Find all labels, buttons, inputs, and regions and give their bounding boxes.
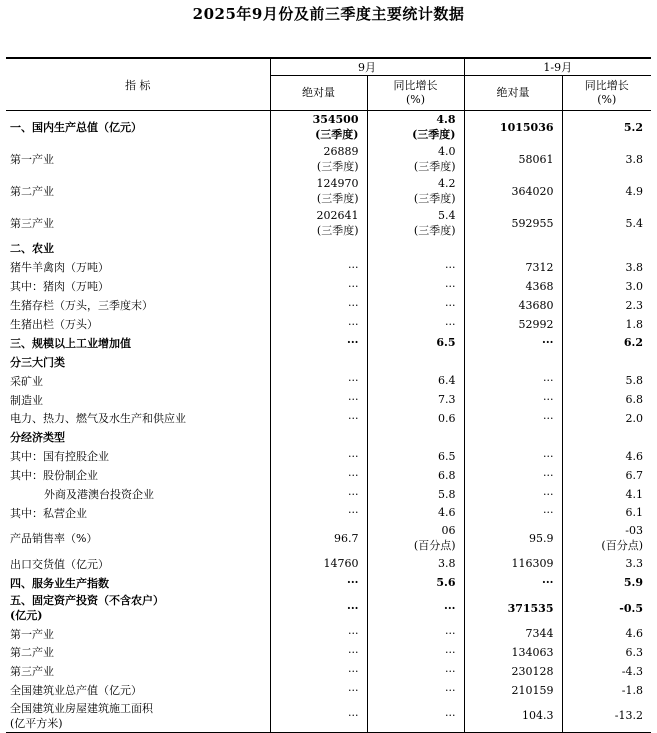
month-abs-cell: ··· [270, 447, 367, 466]
row-label: 四、服务业生产指数 [10, 576, 109, 590]
ytd-yoy-cell: 5.4 [562, 207, 651, 239]
month-yoy-cell: 6.8 [367, 466, 464, 485]
page-title: 2025年9月份及前三季度主要统计数据 [192, 5, 465, 23]
table-row [6, 681, 651, 700]
ytd-yoy-cell: 6.1 [562, 503, 651, 522]
ytd-yoy-cell: 4.6 [562, 624, 651, 643]
ytd-abs-cell: ··· [464, 390, 562, 409]
ytd-yoy-cell: -13.2 [562, 700, 651, 733]
month-abs-cell: ··· [270, 315, 367, 334]
month-abs-cell: ··· [270, 700, 367, 733]
month-yoy-cell: 6.4 [367, 371, 464, 390]
month-abs-cell: 354500 (三季度) [270, 111, 367, 144]
ytd-yoy-cell [562, 428, 651, 447]
ytd-yoy-cell: 3.3 [562, 554, 651, 573]
table-row [6, 352, 651, 371]
ytd-abs-cell: ··· [464, 409, 562, 428]
table-row [6, 175, 651, 207]
table-row [6, 624, 651, 643]
ytd-abs-cell: ··· [464, 573, 562, 592]
row-label: 生猪出栏（万头） [10, 318, 98, 331]
month-yoy-cell: 0.6 [367, 409, 464, 428]
month-yoy-cell: ··· [367, 681, 464, 700]
table-row [6, 573, 651, 592]
ytd-abs-cell: 371535 [464, 592, 562, 624]
ytd-yoy-cell: 6.3 [562, 643, 651, 662]
row-label: 产品销售率（%） [10, 531, 98, 545]
month-yoy-cell: ··· [367, 624, 464, 643]
table-row [6, 207, 651, 239]
row-label: 制造业 [10, 393, 43, 407]
ytd-yoy-cell: 5.2 [562, 111, 651, 144]
month-abs-cell [270, 352, 367, 371]
table-row [6, 554, 651, 573]
table-row [6, 390, 651, 409]
ytd-abs-cell: 364020 [464, 175, 562, 207]
month-yoy-cell: ··· [367, 258, 464, 277]
ytd-yoy-cell: -03 (百分点) [562, 522, 651, 554]
month-abs-cell: ··· [270, 624, 367, 643]
month-yoy-cell: 5.4 (三季度) [367, 207, 464, 239]
month-group-header: 9月 [270, 58, 464, 76]
month-yoy-cell [367, 428, 464, 447]
table-row [6, 466, 651, 485]
month-yoy-cell: 6.5 [367, 333, 464, 352]
ytd-abs-cell: 592955 [464, 207, 562, 239]
ytd-yoy-cell: 4.9 [562, 175, 651, 207]
row-label: 生猪存栏（万头，三季度末） [10, 299, 153, 313]
ytd-abs-cell: 210159 [464, 681, 562, 700]
table-row [6, 409, 651, 428]
table-row [6, 700, 651, 733]
ytd-abs-cell: 7344 [464, 624, 562, 643]
month-yoy-cell: 3.8 [367, 554, 464, 573]
ytd-abs-cell: 104.3 [464, 700, 562, 733]
ytd-abs-cell: ··· [464, 333, 562, 352]
month-yoy-cell: 4.8 (三季度) [367, 111, 464, 144]
ytd-abs-cell: ··· [464, 466, 562, 485]
month-yoy-cell: ··· [367, 592, 464, 624]
row-label: 第一产业 [10, 627, 54, 641]
table-row [6, 503, 651, 522]
row-label: 全国建筑业总产值（亿元） [10, 684, 142, 698]
ytd-abs-cell: 134063 [464, 643, 562, 662]
ytd-yoy-cell: 6.8 [562, 390, 651, 409]
table-row [6, 277, 651, 296]
row-label: 第三产业 [10, 216, 54, 230]
row-label: 第一产业 [10, 152, 54, 166]
ytd-abs-header: 绝对量 [464, 76, 562, 111]
table-row [6, 522, 651, 554]
row-label: 一、国内生产总值（亿元） [10, 120, 142, 134]
row-label: 电力、热力、燃气及水生产和供应业 [10, 412, 186, 426]
month-yoy-cell: ··· [367, 662, 464, 681]
month-abs-cell: ··· [270, 466, 367, 485]
month-yoy-cell [367, 352, 464, 371]
ytd-yoy-cell: 6.7 [562, 466, 651, 485]
row-label: 其中：私营企业 [10, 506, 87, 520]
row-label: 第二产业 [10, 184, 54, 198]
row-label: 二、农业 [10, 242, 54, 256]
month-yoy-cell: 4.0 (三季度) [367, 143, 464, 175]
ytd-yoy-cell: 4.1 [562, 485, 651, 504]
ytd-yoy-cell: 2.3 [562, 296, 651, 315]
row-label: 其中：股份制企业 [10, 469, 98, 483]
month-abs-cell: 26889 (三季度) [270, 143, 367, 175]
month-abs-cell: ··· [270, 333, 367, 352]
month-abs-header: 绝对量 [270, 76, 367, 111]
month-abs-cell: ··· [270, 258, 367, 277]
month-abs-cell: ··· [270, 662, 367, 681]
row-label: 分三大门类 [10, 355, 65, 369]
ytd-yoy-cell: 1.8 [562, 315, 651, 334]
table-row [6, 592, 651, 624]
ytd-yoy-cell [562, 239, 651, 258]
ytd-abs-cell: 58061 [464, 143, 562, 175]
ytd-abs-cell: ··· [464, 503, 562, 522]
table-row [6, 143, 651, 175]
row-label: 外商及港澳台投资企业 [44, 488, 154, 502]
table-row [6, 239, 651, 258]
month-yoy-cell [367, 239, 464, 258]
ytd-yoy-cell: 3.0 [562, 277, 651, 296]
ytd-yoy-cell: 6.2 [562, 333, 651, 352]
ytd-yoy-cell: 5.8 [562, 371, 651, 390]
month-yoy-cell: 06 (百分点) [367, 522, 464, 554]
table-row [6, 333, 651, 352]
ytd-abs-cell: ··· [464, 447, 562, 466]
ytd-abs-cell: 95.9 [464, 522, 562, 554]
ytd-abs-cell: 43680 [464, 296, 562, 315]
month-yoy-cell: ··· [367, 296, 464, 315]
table-row [6, 447, 651, 466]
month-abs-cell: 202641 (三季度) [270, 207, 367, 239]
row-label: 分经济类型 [10, 431, 65, 445]
month-abs-cell: 14760 [270, 554, 367, 573]
month-abs-cell [270, 239, 367, 258]
month-yoy-cell: ··· [367, 277, 464, 296]
row-label: 三、规模以上工业增加值 [10, 336, 131, 350]
month-yoy-cell: ··· [367, 315, 464, 334]
ytd-yoy-cell: 4.6 [562, 447, 651, 466]
table-row [6, 258, 651, 277]
month-abs-cell: ··· [270, 296, 367, 315]
row-label: 全国建筑业房屋建筑施工面积 (亿平方米) [6, 700, 270, 733]
month-abs-cell: 96.7 [270, 522, 367, 554]
ytd-yoy-cell: -0.5 [562, 592, 651, 624]
indicator-header: 指 标 [6, 58, 270, 111]
ytd-yoy-cell [562, 352, 651, 371]
table-row [6, 315, 651, 334]
row-label: 其中：国有控股企业 [10, 450, 109, 464]
ytd-abs-cell: 7312 [464, 258, 562, 277]
ytd-yoy-cell: -4.3 [562, 662, 651, 681]
month-abs-cell: ··· [270, 390, 367, 409]
table-row [6, 485, 651, 504]
ytd-abs-cell: 52992 [464, 315, 562, 334]
ytd-abs-cell [464, 352, 562, 371]
ytd-abs-cell: 4368 [464, 277, 562, 296]
table-row [6, 643, 651, 662]
month-yoy-cell: 6.5 [367, 447, 464, 466]
ytd-yoy-cell: -1.8 [562, 681, 651, 700]
month-yoy-cell: 7.3 [367, 390, 464, 409]
ytd-yoy-cell: 2.0 [562, 409, 651, 428]
month-abs-cell: ··· [270, 503, 367, 522]
statistics-table [6, 57, 651, 733]
row-label: 猪牛羊禽肉（万吨） [10, 261, 109, 275]
ytd-abs-cell: ··· [464, 485, 562, 504]
table-row [6, 662, 651, 681]
table-row [6, 371, 651, 390]
ytd-yoy-header: 同比增长 (%) [562, 76, 651, 111]
ytd-yoy-cell: 3.8 [562, 258, 651, 277]
month-abs-cell: ··· [270, 371, 367, 390]
month-yoy-cell: 5.8 [367, 485, 464, 504]
month-abs-cell: 124970 (三季度) [270, 175, 367, 207]
month-abs-cell: ··· [270, 409, 367, 428]
month-abs-cell: ··· [270, 681, 367, 700]
ytd-yoy-cell: 3.8 [562, 143, 651, 175]
month-yoy-cell: ··· [367, 700, 464, 733]
ytd-abs-cell [464, 239, 562, 258]
month-yoy-cell: 4.2 (三季度) [367, 175, 464, 207]
row-label: 出口交货值（亿元） [10, 557, 109, 571]
ytd-abs-cell: ··· [464, 371, 562, 390]
ytd-abs-cell: 116309 [464, 554, 562, 573]
month-yoy-cell: ··· [367, 643, 464, 662]
ytd-yoy-cell: 5.9 [562, 573, 651, 592]
month-abs-cell: ··· [270, 485, 367, 504]
month-yoy-header: 同比增长 (%) [367, 76, 464, 111]
row-label: 第二产业 [10, 646, 54, 660]
row-label: 第三产业 [10, 665, 54, 679]
ytd-abs-cell: 230128 [464, 662, 562, 681]
table-row [6, 428, 651, 447]
month-abs-cell: ··· [270, 643, 367, 662]
ytd-group-header: 1-9月 [464, 58, 651, 76]
table-body [6, 111, 651, 733]
month-abs-cell: ··· [270, 573, 367, 592]
row-label: 其中：猪肉（万吨） [10, 280, 109, 294]
ytd-abs-cell [464, 428, 562, 447]
table-row [6, 111, 651, 144]
month-yoy-cell: 4.6 [367, 503, 464, 522]
month-yoy-cell: 5.6 [367, 573, 464, 592]
row-label: 采矿业 [10, 374, 43, 388]
month-abs-cell: ··· [270, 277, 367, 296]
table-row [6, 296, 651, 315]
row-label: 五、固定资产投资（不含农户） (亿元) [10, 594, 164, 623]
month-abs-cell [270, 428, 367, 447]
month-abs-cell: ··· [270, 592, 367, 624]
ytd-abs-cell: 1015036 [464, 111, 562, 144]
